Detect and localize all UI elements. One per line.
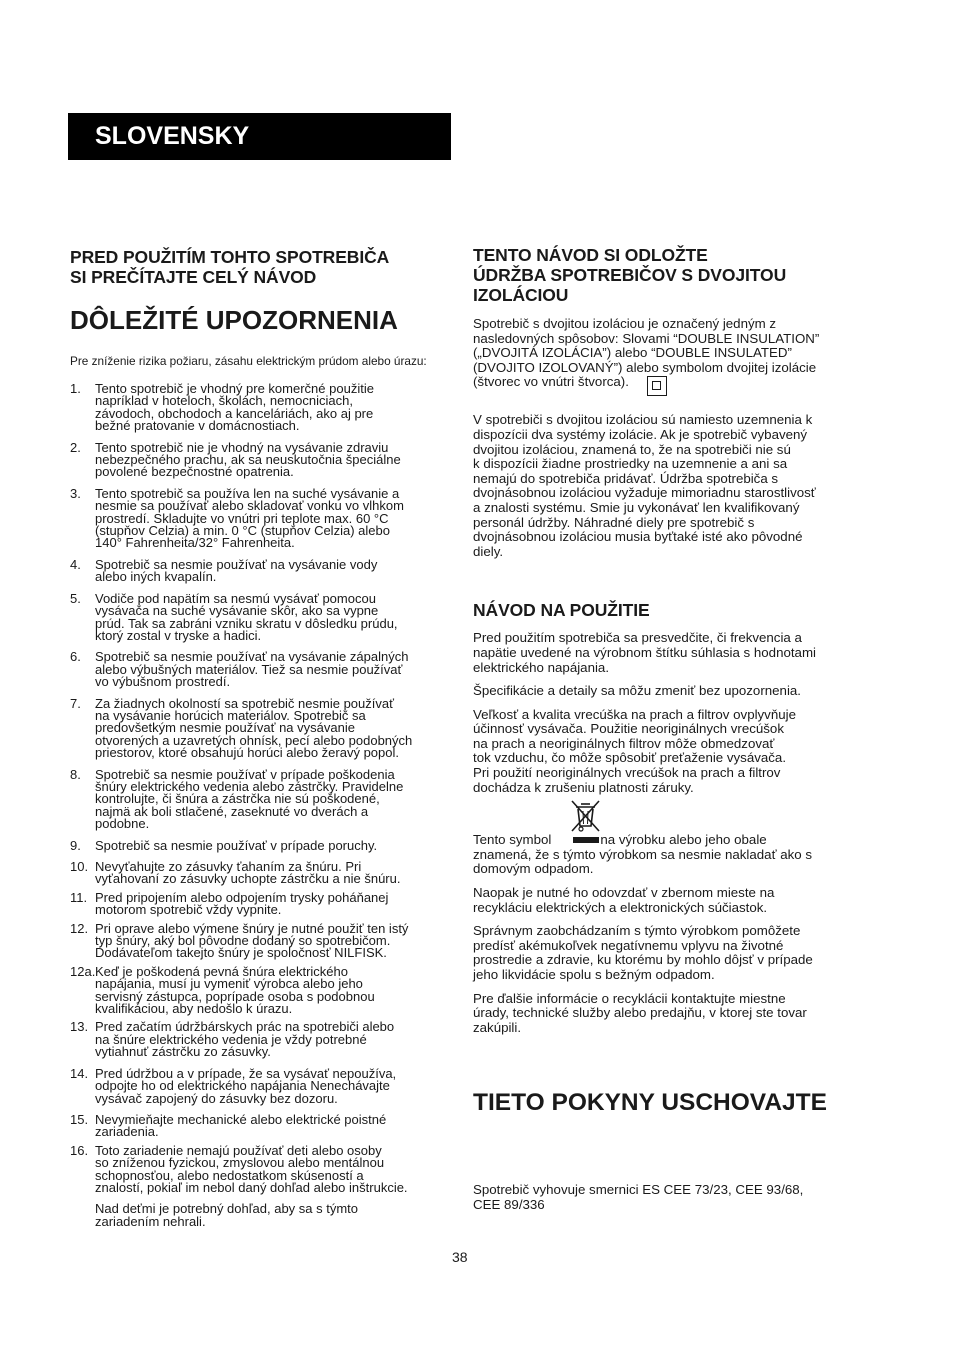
item-line: so zníženou fyzickou, zmyslovou alebo mentálnou (95, 1155, 385, 1171)
item-line: bežné pratovanie v domácnostiach. (95, 418, 300, 434)
right-column (473, 245, 858, 1213)
item-number: 14. (70, 1065, 89, 1081)
item-number: 13. (70, 1019, 89, 1035)
text-line: (DVOJITO IZOLOVANÝ”) alebo symbolom dvojitej izolácie (473, 359, 817, 375)
text-line: Pred použitím spotrebiča sa presvedčite, či frekvencia a (473, 630, 802, 646)
item-number: 2. (70, 439, 81, 455)
text-line: recykláciu elektrických a elektronických súčiastok. (473, 899, 768, 915)
crossed-bin-icon (570, 799, 602, 845)
item-line: priestorov, ktoré obsahujú horúci alebo žeravý popol. (95, 745, 399, 761)
double-insulation-heading (473, 245, 858, 305)
item-line: Spotrebič sa nesmie používať v prípade poškodenia (95, 766, 395, 782)
warning-item (70, 963, 454, 1017)
text-line: Pre ďalšie informácie o recyklácii kontaktujte miestne (473, 990, 786, 1006)
text-line: úrady, technické služby alebo predajňu, v ktorej ste tovar (473, 1005, 807, 1021)
collection-paragraph (473, 886, 858, 915)
warning-item (70, 383, 454, 433)
text-line: a znalosti systému. Smie ju vykonávať len kvalifikovaný (473, 499, 800, 515)
text-line: znamená, že s týmto výrobkom sa nesmie nakladať ako s (473, 846, 813, 862)
item-line: Dodávateľom takejto šnúry je spoločnosť NILFISK. (95, 945, 387, 961)
text-line: elektrického napájania. (473, 659, 610, 675)
environment-paragraph (473, 924, 858, 982)
text-line: napätie uvedené na výrobnom štítku súhlasia s hodnotami (473, 644, 816, 660)
warning-item (70, 766, 454, 832)
item-line: Za žiadnych okolností sa spotrebič nesmie používať (95, 695, 394, 711)
text-line: Tento symbol (473, 832, 552, 848)
text-line: V spotrebiči s dvojitou izoláciou sú namiesto uzemnenia k (473, 412, 813, 428)
dust-bag-paragraph (473, 708, 858, 796)
item-number: 11. (70, 889, 88, 905)
item-line: Pred údržbou a v prípade, že sa vysávať nepoužíva, (95, 1065, 397, 1081)
item-line: servisný zástupca, poprípade osoba s podobnou (95, 988, 375, 1004)
item-line: Nevyťahujte zo zásuvky ťahaním za šnúru. Pri (95, 859, 362, 874)
text-line: zakúpili. (473, 1019, 522, 1035)
warning-item (70, 485, 454, 551)
item-line: Nevymieňajte mechanické alebo elektrické poistné (95, 1111, 387, 1127)
warning-item (70, 889, 454, 918)
item-line: (stupňov Celzia) a min. 0 °C (stupňov Celzia) alebo (95, 523, 390, 539)
text-line: prostredie a zdravie, ku ktorému by mohlo dôjsť v prípade (473, 952, 813, 968)
text-line: na výrobku alebo jeho obale (600, 832, 767, 848)
item-line: nebezpečného prachu, ak sa neuskutočnia špeciálne (95, 452, 401, 468)
item-line: Pri oprave alebo výmene šnúry je nutné použiť ten istý (95, 920, 409, 936)
text-line: účinnosť vysávača. Použitie neoriginálnych vrecúšok (473, 721, 784, 737)
language-banner (68, 113, 451, 160)
item-line: alebo iných kvapalín. (95, 569, 217, 585)
item-number: 10. (70, 859, 89, 874)
weee-paragraph (473, 833, 858, 877)
warnings-list (70, 383, 454, 1228)
page-number: 38 (452, 1249, 468, 1265)
item-line: podobne. (95, 816, 150, 832)
item-line: vysávača na suché vysávanie skôr, ako sa vypne (95, 603, 379, 619)
insulation-details-paragraph (473, 413, 858, 559)
item-number: 3. (70, 485, 81, 501)
warning-item (70, 1021, 454, 1058)
warning-item (70, 651, 454, 688)
text-line: Pri použití neoriginálnych vrecúšok na prach a filtrov (473, 765, 781, 781)
warning-item (70, 556, 454, 585)
item-number: 1. (70, 381, 81, 396)
item-number: 12. (70, 920, 89, 936)
item-line: Nad deťmi je potrebný dohľad, aby sa s týmto (95, 1201, 359, 1217)
warning-item (70, 920, 454, 961)
item-line: na šnúre elektrického vedenia je vždy potrebné (95, 1031, 367, 1047)
text-line: Správnym zaobchádzaním s týmto výrobkom pomôžete (473, 923, 801, 939)
text-line: (štvorec vo vnútri štvorca). (473, 374, 629, 390)
text-line: Spotrebič s dvojitou izoláciou je označený jedným z (473, 316, 777, 331)
specifications-paragraph (473, 684, 858, 699)
item-line: odpojte ho od elektrického napájania Nenechávajte (95, 1078, 390, 1094)
warning-item (70, 590, 454, 643)
item-line: prostredí. Skladujte vo vnútri pri teplote max. 60 °C (95, 510, 389, 526)
item-line: najmä ak boli stlačené, zaseknuté vo dverách a (95, 803, 369, 819)
text-line: k dispozícii žiadne prostriedky na uzemnenie a ani sa (473, 456, 788, 472)
item-line: zariadenia. (95, 1124, 159, 1140)
text-line: diely. (473, 543, 504, 559)
item-line: vysávač zapojený do zásuvky bez dozoru. (95, 1090, 338, 1106)
text-line: Veľkosť a kvalita vrecúška na prach a filtrov ovplyvňuje (473, 706, 796, 722)
text-line: jeho likvidácie spolu s bežným odpadom. (473, 967, 715, 982)
text-line: personál údržby. Náhradné diely pre spotrebič s (473, 514, 755, 530)
item-line: Spotrebič sa nesmie používať na vysávanie zápalných (95, 649, 409, 665)
recycling-info-paragraph (473, 992, 858, 1036)
item-line: Vodiče pod napätím sa nesmú vysávať pomocou (95, 590, 376, 606)
item-line: Toto zariadenie nemajú používať deti alebo osoby (95, 1142, 382, 1158)
item-line: 140° Fahrenheita/32° Fahrenheita. (95, 535, 295, 551)
item-number: 6. (70, 649, 81, 665)
item-line: kvalifikáciou, aby nedošlo k úrazu. (95, 1001, 293, 1017)
warning-item (70, 1203, 454, 1228)
read-manual-heading (70, 247, 454, 287)
text-line: nasledovných spôsobov: Slovami “DOUBLE INSULATION” (473, 330, 820, 346)
item-line: povolené bezpečnostné opatrenia. (95, 464, 294, 480)
item-line: Tento spotrebič je vhodný pre komerčné použitie (95, 381, 374, 396)
text-line: Spotrebič vyhovuje smernici ES CEE 73/23, CEE 93/68, (473, 1182, 804, 1198)
read-manual-heading-line1: PRED POUŽITÍM TOHTO SPOTREBIČA (70, 247, 390, 267)
item-line: schopnosťou, alebo nedostatkom skúseností a (95, 1167, 364, 1183)
item-number: 12a. (70, 963, 96, 979)
text-line: nemajú do spotrebiča pridávať. Údržba spotrebiča s (473, 470, 779, 486)
warning-item (70, 1065, 454, 1106)
item-number: 4. (70, 556, 81, 572)
item-line: znalostí, pokiaľ im nebol daný dohľad alebo inštrukcie. (95, 1179, 408, 1195)
text-line: dochádza k zrušeniu platnosti záruky. (473, 779, 694, 795)
warning-item (70, 1142, 454, 1195)
item-line: ktorý zostal v tryske a hadici. (95, 627, 262, 643)
heading-line: TENTO NÁVOD SI ODLOŽTE (473, 245, 708, 265)
item-number: 5. (70, 590, 81, 606)
text-line: domovým odpadom. (473, 861, 594, 877)
intro-text: Pre zníženie rizika požiaru, zásahu elektrickým prúdom alebo úrazu: (70, 354, 427, 368)
item-line: Spotrebič sa nesmie používať v prípade poruchy. (95, 837, 378, 853)
directive-paragraph (473, 1183, 858, 1212)
keep-instructions-heading: TIETO POKYNY USCHOVAJTE (473, 1089, 827, 1117)
item-line: alebo výbušných materiálov. Tiež sa nesmie používať (95, 661, 403, 677)
heading-line: IZOLÁCIOU (473, 285, 569, 305)
read-manual-heading-line2: SI PREČÍTAJTE CELÝ NÁVOD (70, 267, 317, 287)
item-line: závodoch, obchodoch a kanceláriách, ako aj pre (95, 405, 374, 421)
text-line: CEE 89/336 (473, 1196, 545, 1212)
heading-line: ÚDRŽBA SPOTREBIČOV S DVOJITOU (473, 265, 787, 285)
item-line: vo výbušnom prostredí. (95, 674, 231, 690)
text-line: tok vzduchu, čo môže spôsobiť preťaženie vysávača. (473, 750, 787, 766)
item-line: na vysávanie horúcich materiálov. Spotrebič sa (95, 707, 366, 723)
item-line: kontrolujte, či šnúra a zástrčka nie sú poškodené, (95, 791, 380, 807)
item-line: predovšetkým nesmie používať na vysávanie (95, 720, 355, 736)
text-line: dvojitou izoláciou, znamená to, že na spotrebiči nie sú (473, 441, 791, 457)
warning-item (70, 861, 454, 886)
item-number: 15. (70, 1111, 89, 1127)
item-line: Keď je poškodená pevná šnúra elektrického (95, 963, 348, 979)
item-number: 7. (70, 695, 81, 711)
warning-item (70, 1111, 454, 1140)
text-line: dispozícii dva systémy izolácie. Ak je spotrebič vybavený (473, 426, 808, 442)
item-line: vytiahnuť zástrčku zo zásuvky. (95, 1044, 271, 1060)
text-line: dvojnásobnou izoláciou vyžaduje mimoriadnu starostlivosť (473, 485, 816, 501)
warning-item (70, 439, 454, 480)
item-line: šnúry elektrického vedenia alebo zástrčky. Pravidelne (95, 778, 404, 794)
text-line: na prach a neoriginálnych filtrov môže obmedzovať (473, 735, 775, 751)
text-line: Naopak je nutné ho odovzdať v zbernom mieste na (473, 885, 775, 901)
item-line: otvorených a uzavretých ohnísk, pecí alebo podobných (95, 732, 413, 748)
warning-item (70, 695, 454, 761)
item-line: Pred začatím údržbárskych prác na spotrebiči alebo (95, 1019, 395, 1035)
item-line: nesmie sa používať alebo skladovať vonku vo vlhkom (95, 498, 404, 514)
left-column (70, 247, 454, 1228)
usage-instructions-heading: NÁVOD NA POUŽITIE (473, 600, 650, 621)
double-insulation-paragraph (473, 317, 858, 396)
item-number: 9. (70, 837, 81, 853)
item-line: napríklad v hoteloch, školách, nemocniciach, (95, 393, 353, 409)
banner-title: SLOVENSKY (95, 122, 250, 150)
item-line: prúd. Tak sa zabráni vzniku skratu v dôsledku prúdu, (95, 615, 398, 631)
item-line: motorom spotrebič vždy vypnite. (95, 902, 282, 918)
warning-item (70, 837, 454, 853)
text-line: predísť akémukoľvek negatívnemu vplyvu na životné (473, 937, 784, 953)
double-square-icon (647, 376, 667, 396)
text-line: Špecifikácie a detaily sa môžu zmeniť bez upozornenia. (473, 683, 801, 699)
item-number: 8. (70, 766, 81, 782)
item-line: Pred pripojením alebo odpojením trysky poháňanej (95, 889, 389, 905)
item-line: Tento spotrebič sa používa len na suché vysávanie a (95, 485, 400, 501)
item-line: vyťahovaní zo zásuvky uchopte zástrčku a nie šnúru. (95, 871, 401, 887)
frequency-paragraph (473, 631, 858, 675)
text-line: („DVOJITÁ IZOLÁCIA”) alebo “DOUBLE INSULATED” (473, 345, 792, 361)
item-line: typ šnúry, aký bol pôvodne dodaný so spotrebičom. (95, 933, 391, 949)
item-line: zariadením nehrali. (95, 1213, 206, 1229)
text-line: dvojnásobnou izoláciou musia byťtaké isté ako pôvodné (473, 529, 803, 545)
item-line: napájania, musí ju vymeniť výrobca alebo jeho (95, 976, 363, 992)
item-line: Tento spotrebič nie je vhodný na vysávanie zdraviu (95, 439, 389, 455)
important-warnings-heading: DÔLEŽITÉ UPOZORNENIA (70, 305, 398, 335)
item-number: 16. (70, 1142, 89, 1158)
item-line: Spotrebič sa nesmie používať na vysávanie vody (95, 556, 378, 572)
